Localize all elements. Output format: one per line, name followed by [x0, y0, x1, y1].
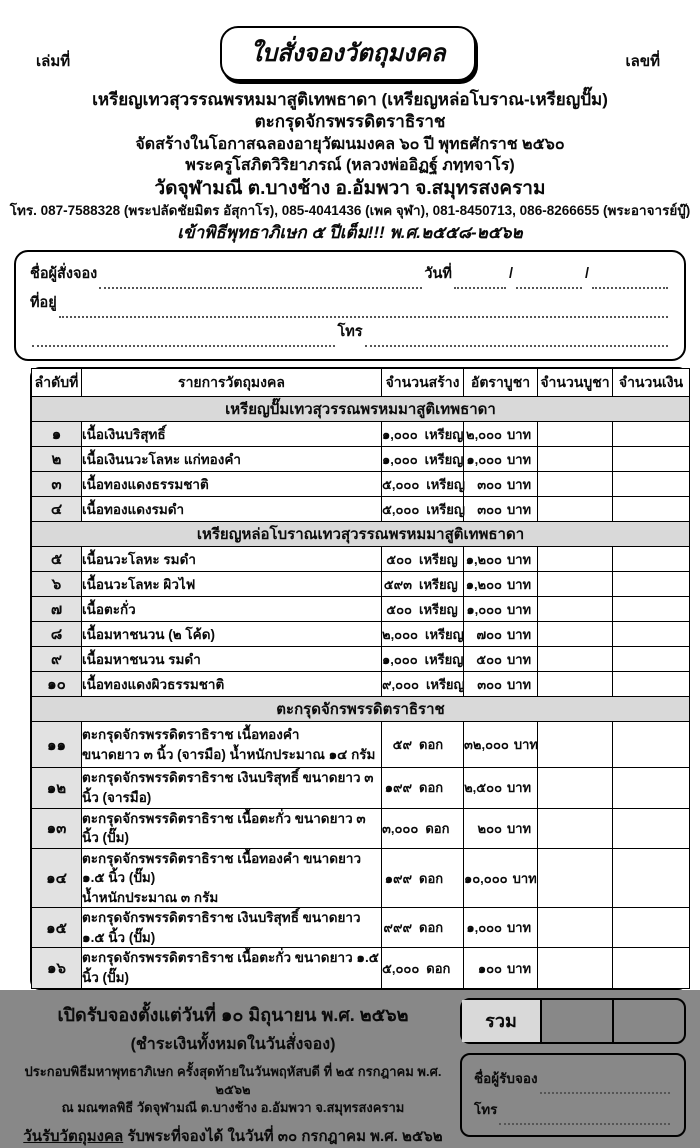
row-number: ๘	[32, 622, 82, 647]
table-row	[32, 622, 690, 647]
receiver-phone-input[interactable]	[499, 1107, 670, 1125]
row-number: ๑๕	[32, 908, 82, 948]
table-row	[32, 422, 690, 447]
amount-fill-cell[interactable]	[613, 422, 690, 447]
price-cell: ๒๐๐ บาท	[464, 808, 538, 848]
item-description: เนื้อทองแดงรมดำ	[82, 497, 382, 522]
quantity-made-cell: ๑,๐๐๐ เหรียญ	[382, 647, 464, 672]
row-number: ๑	[32, 422, 82, 447]
item-description: ตะกรุดจักรพรรดิตราธิราช เนื้อทองคำ ขนาดยาว ๑.๕ นิ้ว (ปั๊ม) น้ำหนักประมาณ ๓ กรัม	[82, 848, 382, 908]
book-no-label: เล่มที่	[36, 52, 71, 70]
amount-fill-cell[interactable]	[613, 768, 690, 808]
item-description: ตะกรุดจักรพรรดิตราธิราช เนื้อทองคำ ขนาดยาว ๓ นิ้ว (จารมือ) น้ำหนักประมาณ ๑๔ กรัม	[82, 722, 382, 768]
receiver-name-input[interactable]	[540, 1076, 670, 1094]
quantity-made-cell: ๕๙๓ เหรียญ	[382, 572, 464, 597]
orderer-name-input[interactable]	[99, 271, 422, 290]
quantity-made-cell: ๑๙๙ ดอก	[382, 768, 464, 808]
order-quantity-fill-cell[interactable]	[538, 472, 613, 497]
date-month-input[interactable]	[516, 271, 582, 290]
receiver-phone-label: โทร	[474, 1101, 498, 1117]
receiver-name-line	[474, 1063, 672, 1094]
header-temple-line: วัดจุฬามณี ต.บางช้าง อ.อัมพวา จ.สมุทรสงคราม	[154, 178, 546, 200]
item-description: เนื้อเงินนวะโลหะ แก่ทองคำ	[82, 447, 382, 472]
payment-note-line: (ชำระเงินทั้งหมดในวันสั่งจอง)	[130, 1035, 336, 1053]
quantity-made-cell: ๑,๐๐๐ เหรียญ	[382, 422, 464, 447]
quantity-made-cell: ๕๙ ดอก	[382, 722, 464, 768]
column-header-3: จำนวนสร้าง	[382, 369, 464, 397]
row-number: ๒	[32, 447, 82, 472]
quantity-made-cell: ๕๐๐ เหรียญ	[382, 547, 464, 572]
order-quantity-fill-cell[interactable]	[538, 597, 613, 622]
footer	[14, 998, 686, 1148]
items-table-wrap	[30, 367, 688, 989]
page-title-text: ใบสั่งจองวัตถุมงคล	[250, 40, 446, 67]
table-row	[32, 447, 690, 472]
date-slash-1: /	[508, 266, 513, 283]
table-row	[32, 497, 690, 522]
amount-fill-cell[interactable]	[613, 722, 690, 768]
table-header-row	[32, 369, 690, 397]
row-number: ๑๐	[32, 672, 82, 697]
quantity-made-cell: ๕,๐๐๐ ดอก	[382, 948, 464, 988]
amount-fill-cell[interactable]	[613, 497, 690, 522]
section-title: ตะกรุดจักรพรรดิตราธิราช	[32, 697, 690, 722]
page-title	[220, 26, 475, 81]
table-row	[32, 572, 690, 597]
row-number: ๗	[32, 597, 82, 622]
orderer-name-line	[30, 260, 670, 289]
receive-date-text: รับพระที่จองได้ ในวันที่ ๓๐ กรกฎาคม พ.ศ. ๒๕๖๒	[127, 1128, 443, 1146]
order-quantity-fill-cell[interactable]	[538, 948, 613, 988]
price-cell: ๒,๐๐๐ บาท	[464, 422, 538, 447]
quantity-made-cell: ๕,๐๐๐ เหรียญ	[382, 472, 464, 497]
order-quantity-fill-cell[interactable]	[538, 848, 613, 908]
item-description: ตะกรุดจักรพรรดิตราธิราช เงินบริสุทธิ์ ขนาดยาว ๓ นิ้ว (จารมือ)	[82, 768, 382, 808]
price-cell: ๑,๐๐๐ บาท	[464, 447, 538, 472]
top-row	[0, 0, 700, 81]
item-description: เนื้อมหาชนวน (๒ โค้ด)	[82, 622, 382, 647]
table-row	[32, 948, 690, 988]
quantity-made-cell: ๕๐๐ เหรียญ	[382, 597, 464, 622]
final-ceremony-line: ประกอบพิธีมหาพุทธาภิเษก ครั้งสุดท้ายในวันพฤหัสบดี ที่ ๒๕ กรกฎาคม พ.ศ. ๒๕๖๒	[24, 1063, 442, 1097]
phone-line	[30, 318, 670, 347]
amount-fill-cell[interactable]	[613, 647, 690, 672]
orderer-phone-input[interactable]	[365, 329, 668, 348]
section-title: เหรียญหล่อโบราณเทวสุวรรณพรหมมาสูติเทพธาดา	[32, 522, 690, 547]
row-number: ๑๑	[32, 722, 82, 768]
price-cell: ๓๒,๐๐๐ บาท	[464, 722, 538, 768]
amount-fill-cell[interactable]	[613, 672, 690, 697]
item-description: เนื้อมหาชนวน รมดำ	[82, 647, 382, 672]
row-number: ๑๖	[32, 948, 82, 988]
orderer-name-label: ชื่อผู้สั่งจอง	[30, 266, 98, 283]
orderer-info-box	[14, 250, 686, 361]
amount-fill-cell[interactable]	[613, 447, 690, 472]
receiver-phone-line	[474, 1094, 672, 1125]
receiver-box	[460, 1053, 686, 1137]
order-quantity-fill-cell[interactable]	[538, 497, 613, 522]
price-cell: ๕๐๐ บาท	[464, 647, 538, 672]
item-description: ตะกรุดจักรพรรดิตราธิราช เนื้อตะกั่ว ขนาดยาว ๓ นิ้ว (ปั๊ม)	[82, 808, 382, 848]
item-description: เนื้อเงินบริสุทธิ์	[82, 422, 382, 447]
price-cell: ๑,๐๐๐ บาท	[464, 597, 538, 622]
header-occasion-line: จัดสร้างในโอกาสฉลองอายุวัฒนมงคล ๖๐ ปี พุทธศักราช ๒๕๖๐	[135, 135, 565, 153]
table-row	[32, 647, 690, 672]
row-number: ๑๒	[32, 768, 82, 808]
row-number: ๔	[32, 497, 82, 522]
footer-right	[460, 998, 686, 1148]
order-quantity-fill-cell[interactable]	[538, 647, 613, 672]
address-input-2[interactable]	[32, 329, 335, 348]
row-number: ๕	[32, 547, 82, 572]
total-quantity-cell[interactable]	[542, 1000, 614, 1042]
table-row	[32, 722, 690, 768]
item-description: เนื้อนวะโลหะ ผิวไฟ	[82, 572, 382, 597]
price-cell: ๓๐๐ บาท	[464, 672, 538, 697]
amount-fill-cell[interactable]	[613, 948, 690, 988]
item-description: ตะกรุดจักรพรรดิตราธิราช เนื้อตะกั่ว ขนาดยาว ๑.๕ นิ้ว (ปั๊ม)	[82, 948, 382, 988]
row-number: ๑๓	[32, 808, 82, 848]
table-row	[32, 472, 690, 497]
order-quantity-fill-cell[interactable]	[538, 422, 613, 447]
section-title: เหรียญปั๊มเทวสุวรรณพรหมมาสูติเทพธาดา	[32, 397, 690, 422]
header-phone-line: โทร. 087-7588328 (พระปลัดชัยมิตร อัสุกาโร), 085-4041436 (เพค จุฬา), 081-8450713, 086-8266655 (พระอาจารย์บู๊)	[9, 203, 691, 219]
order-quantity-fill-cell[interactable]	[538, 672, 613, 697]
amount-fill-cell[interactable]	[613, 808, 690, 848]
quantity-made-cell: ๙,๐๐๐ เหรียญ	[382, 672, 464, 697]
column-header-6: จำนวนเงิน	[613, 369, 690, 397]
quantity-made-cell: ๒,๐๐๐ เหรียญ	[382, 622, 464, 647]
price-cell: ๑,๒๐๐ บาท	[464, 572, 538, 597]
receive-date-label: วันรับวัตถุมงคล	[23, 1128, 124, 1146]
date-slash-2: /	[584, 266, 589, 283]
amount-fill-cell[interactable]	[613, 572, 690, 597]
footer-notes	[14, 998, 452, 1148]
table-row	[32, 547, 690, 572]
receive-date-line	[14, 1124, 452, 1148]
order-quantity-fill-cell[interactable]	[538, 768, 613, 808]
column-header-2: รายการวัตถุมงคล	[82, 369, 382, 397]
item-description: เนื้อตะกั่ว	[82, 597, 382, 622]
table-row	[32, 768, 690, 808]
orderer-phone-label: โทร	[337, 324, 363, 341]
order-quantity-fill-cell[interactable]	[538, 447, 613, 472]
section-header-row	[32, 522, 690, 547]
quantity-made-cell: ๙๙๙ ดอก	[382, 908, 464, 948]
price-cell: ๑๐๐ บาท	[464, 948, 538, 988]
price-cell: ๓๐๐ บาท	[464, 497, 538, 522]
booking-open-line: เปิดรับจองตั้งแต่วันที่ ๑๐ มิถุนายน พ.ศ. ๒๕๖๒	[57, 1004, 409, 1025]
ceremony-place-line: ณ มณฑลพิธี วัดจุฬามณี ต.บางช้าง อ.อัมพวา จ.สมุทรสงคราม	[61, 1099, 405, 1115]
total-box	[460, 998, 686, 1044]
table-row	[32, 908, 690, 948]
table-row	[32, 672, 690, 697]
order-quantity-fill-cell[interactable]	[538, 722, 613, 768]
header-ceremony-line: เข้าพิธีพุทธาภิเษก ๕ ปีเต็ม!!! พ.ศ.๒๕๕๘-๒๕๖๒	[177, 222, 523, 242]
header-monk-line: พระครูโสภิตวิริยาภรณ์ (หลวงพ่ออิฏฐ์ ภทฺทจาโร)	[185, 156, 515, 174]
order-quantity-fill-cell[interactable]	[538, 572, 613, 597]
price-cell: ๑,๒๐๐ บาท	[464, 547, 538, 572]
order-quantity-fill-cell[interactable]	[538, 547, 613, 572]
date-year-input[interactable]	[592, 271, 668, 290]
address-label: ที่อยู่	[30, 295, 57, 312]
row-number: ๖	[32, 572, 82, 597]
item-description: เนื้อทองแดงธรรมชาติ	[82, 472, 382, 497]
total-label: รวม	[462, 1000, 542, 1042]
section-header-row	[32, 397, 690, 422]
date-label: วันที่	[424, 266, 452, 283]
date-day-input[interactable]	[454, 271, 506, 290]
table-row	[32, 597, 690, 622]
amount-fill-cell[interactable]	[613, 622, 690, 647]
header-coin-line: เหรียญเทวสุวรรณพรหมมาสูติเทพธาดา (เหรียญหล่อโบราณ-เหรียญปั๊ม)	[92, 90, 608, 109]
quantity-made-cell: ๑๙๙ ดอก	[382, 848, 464, 908]
quantity-made-cell: ๕,๐๐๐ เหรียญ	[382, 497, 464, 522]
receiver-name-label: ชื่อผู้รับจอง	[474, 1070, 538, 1086]
price-cell: ๑๐,๐๐๐ บาท	[464, 848, 538, 908]
section-header-row	[32, 697, 690, 722]
amount-fill-cell[interactable]	[613, 848, 690, 908]
amount-fill-cell[interactable]	[613, 908, 690, 948]
quantity-made-cell: ๓,๐๐๐ ดอก	[382, 808, 464, 848]
row-number: ๓	[32, 472, 82, 497]
header-takrut-line: ตะกรุดจักรพรรดิตราธิราช	[254, 112, 446, 132]
table-row	[32, 808, 690, 848]
order-quantity-fill-cell[interactable]	[538, 808, 613, 848]
item-description: ตะกรุดจักรพรรดิตราธิราช เงินบริสุทธิ์ ขนาดยาว ๑.๕ นิ้ว (ปั๊ม)	[82, 908, 382, 948]
item-description: เนื้อทองแดงผิวธรรมชาติ	[82, 672, 382, 697]
price-cell: ๗๐๐ บาท	[464, 622, 538, 647]
quantity-made-cell: ๑,๐๐๐ เหรียญ	[382, 447, 464, 472]
order-quantity-fill-cell[interactable]	[538, 908, 613, 948]
price-cell: ๑,๐๐๐ บาท	[464, 908, 538, 948]
amount-fill-cell[interactable]	[613, 547, 690, 572]
address-line	[30, 289, 670, 318]
price-cell: ๒,๕๐๐ บาท	[464, 768, 538, 808]
item-description: เนื้อนวะโลหะ รมดำ	[82, 547, 382, 572]
column-header-1: ลำดับที่	[32, 369, 82, 397]
column-header-5: จำนวนบูชา	[538, 369, 613, 397]
total-amount-cell[interactable]	[614, 1000, 684, 1042]
sheet-no-label: เลขที่	[625, 52, 660, 70]
table-row	[32, 848, 690, 908]
column-header-4: อัตราบูชา	[464, 369, 538, 397]
order-quantity-fill-cell[interactable]	[538, 622, 613, 647]
row-number: ๑๔	[32, 848, 82, 908]
amount-fill-cell[interactable]	[613, 472, 690, 497]
items-table	[31, 368, 690, 988]
row-number: ๙	[32, 647, 82, 672]
price-cell: ๓๐๐ บาท	[464, 472, 538, 497]
address-input[interactable]	[59, 300, 668, 319]
amount-fill-cell[interactable]	[613, 597, 690, 622]
